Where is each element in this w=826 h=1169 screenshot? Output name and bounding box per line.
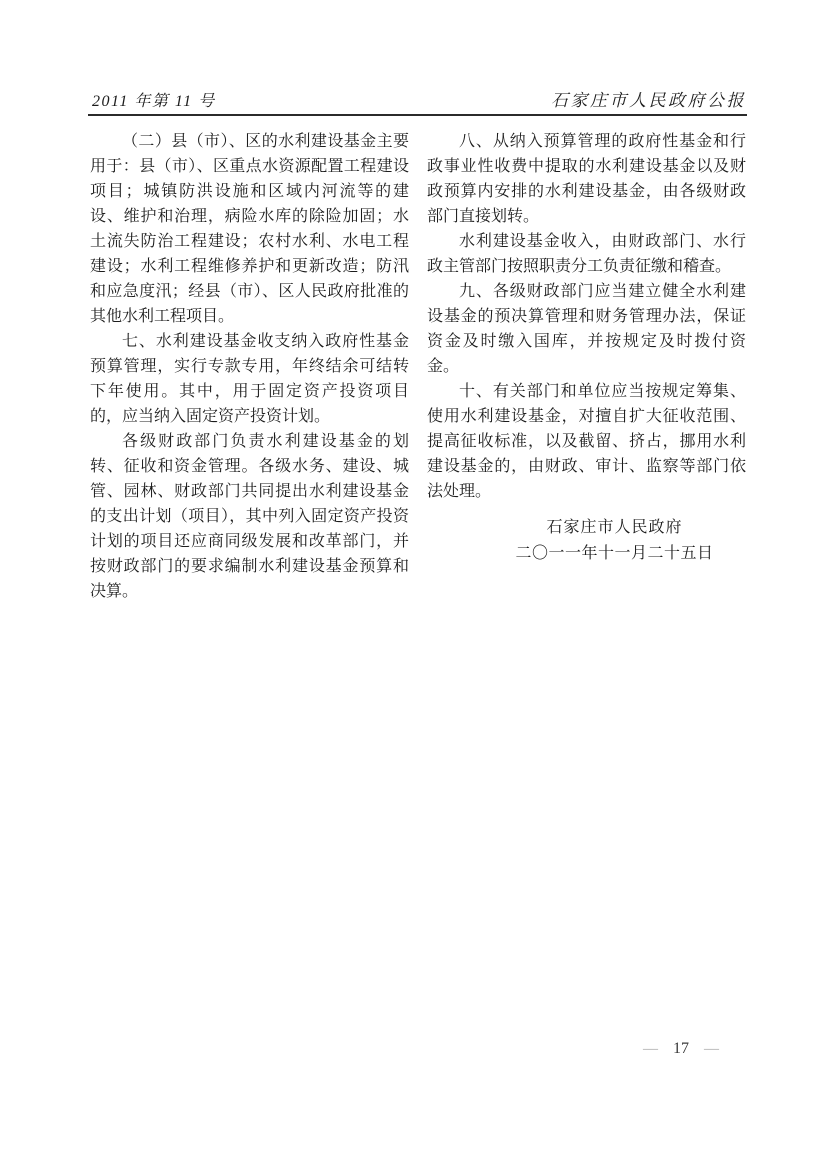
- paragraph-article-8-cont: 水利建设基金收入，由财政部门、水行政主管部门按照职责分工负责征缴和稽查。: [427, 233, 746, 275]
- paragraph-article-8: 八、从纳入预算管理的政府性基金和行政事业性收费中提取的水利建设基金以及财政预算内安排的水利建设基金，由各级财政部门直接划转。: [427, 133, 746, 225]
- paragraph-section-2: （二）县（市）、区的水利建设基金主要用于：县（市）、区重点水资源配置工程建设项目；城镇防洪设施和区域内河流等的建设、维护和治理，病险水库的除险加固；水土流失防治工程建设；农村水利、水电工程建设；水利工程维修养护和更新改造；防汛和应急度汛；经县（市）、区人民政府批准的其他水利工程项目。: [90, 133, 409, 325]
- article-body: [90, 129, 746, 604]
- issue-number: 2011 年第 11 号: [92, 93, 216, 110]
- footer-dash-left: —: [643, 1040, 658, 1057]
- header-rule: [88, 114, 747, 116]
- paragraph-article-10: 十、有关部门和单位应当按规定筹集、使用水利建设基金，对擅自扩大征收范围、提高征收标准，以及截留、挤占，挪用水利建设基金的，由财政、审计、监察等部门依法处理。: [427, 383, 746, 500]
- right-column: [427, 129, 746, 604]
- signature-issuer: 石家庄市人民政府: [546, 519, 683, 536]
- footer-dash-right: —: [704, 1040, 719, 1057]
- signature-block: [427, 515, 746, 567]
- page-number: 17: [673, 1040, 689, 1057]
- paragraph-article-7-cont: 各级财政部门负责水利建设基金的划转、征收和资金管理。各级水务、建设、城管、园林、财政部门共同提出水利建设基金的支出计划（项目），其中列入固定资产投资计划的项目还应商同级发展和改革部门，并按财政部门的要求编制水利建设基金预算和决算。: [90, 433, 409, 600]
- left-column: [90, 129, 409, 604]
- paragraph-article-7: 七、水利建设基金收支纳入政府性基金预算管理，实行专款专用，年终结余可结转下年使用。其中，用于固定资产投资项目的，应当纳入固定资产投资计划。: [90, 333, 409, 425]
- publication-title: 石家庄市人民政府公报: [551, 91, 746, 110]
- page-header: [92, 86, 746, 111]
- signature-date: 二〇一一年十一月二十五日: [515, 545, 714, 562]
- paragraph-article-9: 九、各级财政部门应当建立健全水利建设基金的预决算管理和财务管理办法，保证资金及时缴入国库，并按规定及时拨付资金。: [427, 283, 746, 375]
- page-footer: [643, 1040, 719, 1058]
